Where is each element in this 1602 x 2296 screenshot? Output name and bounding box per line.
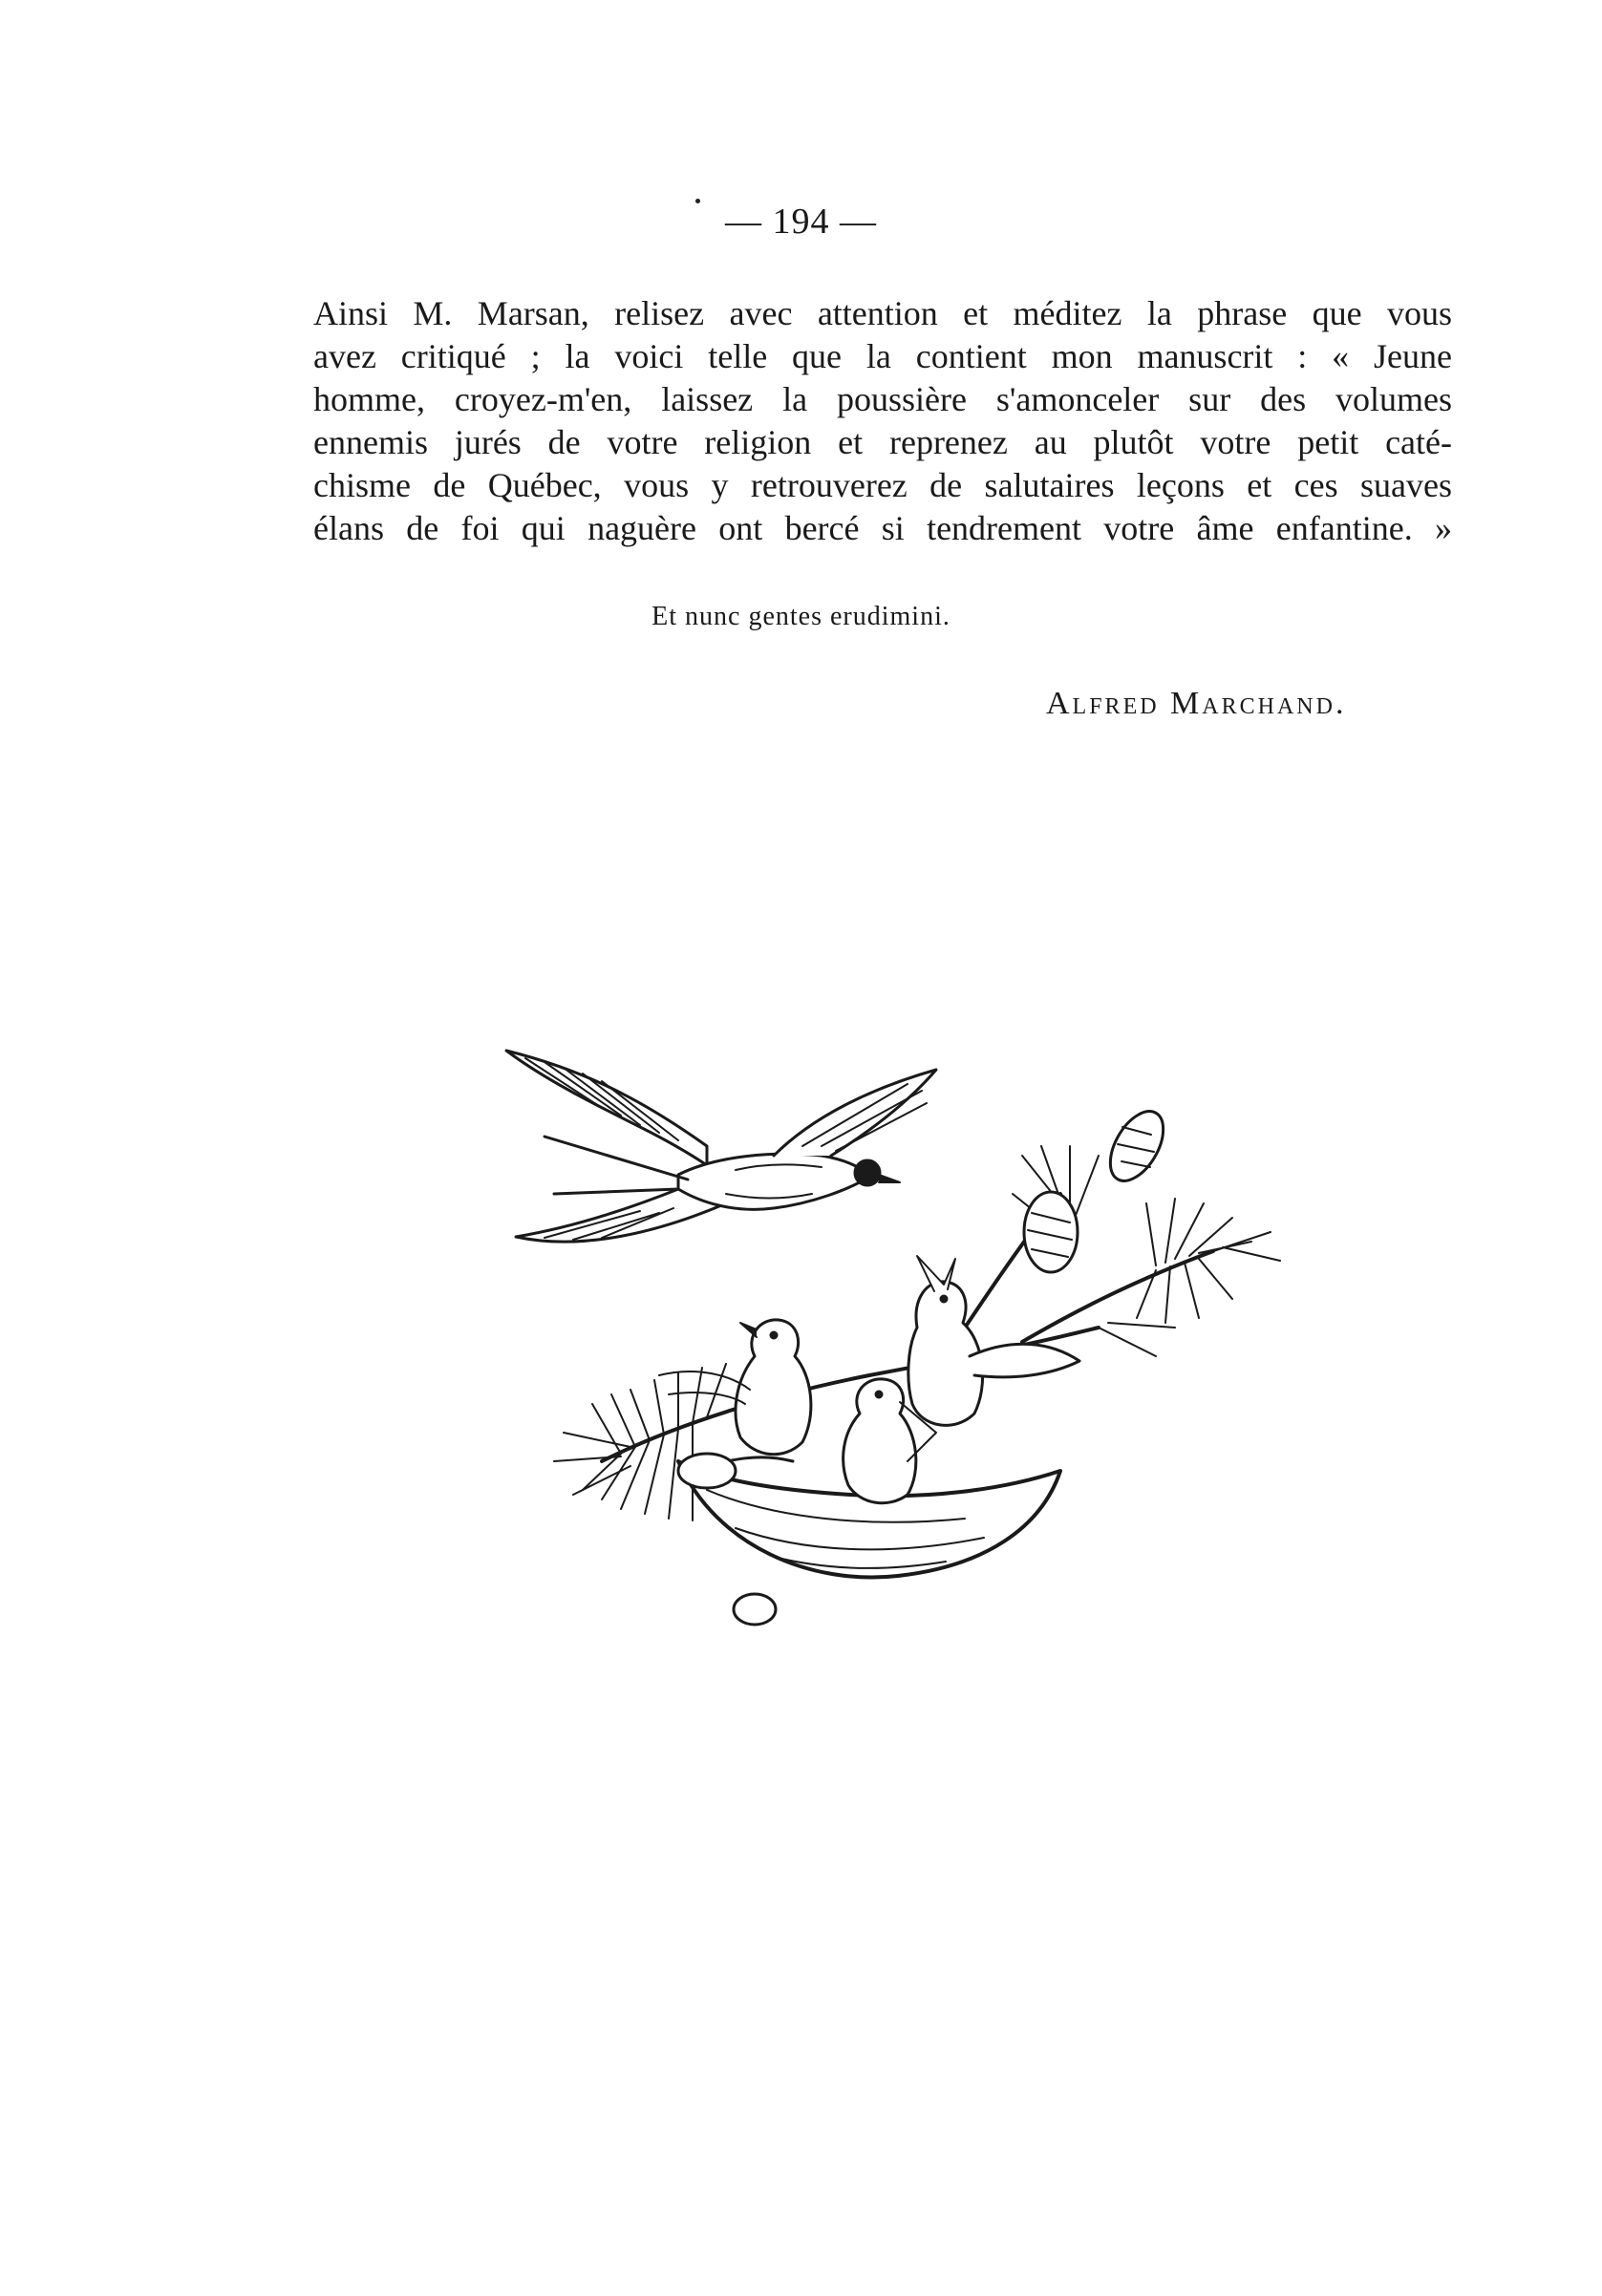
- paragraph-line-4: ennemis jurés de votre religion et reprenez au plutôt votre petit caté-: [313, 423, 1452, 461]
- author-signature: Alfred Marchand.: [1046, 686, 1347, 721]
- paragraph-line-2: avez critiqué ; la voici telle que la contient mon manuscrit : « Jeune: [313, 337, 1452, 375]
- paragraph-line-6: élans de foi qui naguère ont bercé si tendrement votre âme enfantine. »: [313, 509, 1452, 547]
- swallow-feeding-nestlings-icon: [487, 1012, 1290, 1700]
- latin-quote: Et nunc gentes erudimini.: [651, 602, 951, 631]
- body-paragraph: [313, 292, 1452, 550]
- page-number: — 194 —: [725, 202, 877, 242]
- paragraph-line-1: Ainsi M. Marsan, relisez avec attention et méditez la phrase que vous: [313, 294, 1452, 332]
- paragraph-line-3: homme, croyez-m'en, laissez la poussière s'amonceler sur des volumes: [313, 380, 1452, 418]
- flying-swallow-icon: [506, 1051, 936, 1242]
- paragraph-line-5: chisme de Québec, vous y retrouverez de salutaires leçons et ces suaves: [313, 466, 1452, 504]
